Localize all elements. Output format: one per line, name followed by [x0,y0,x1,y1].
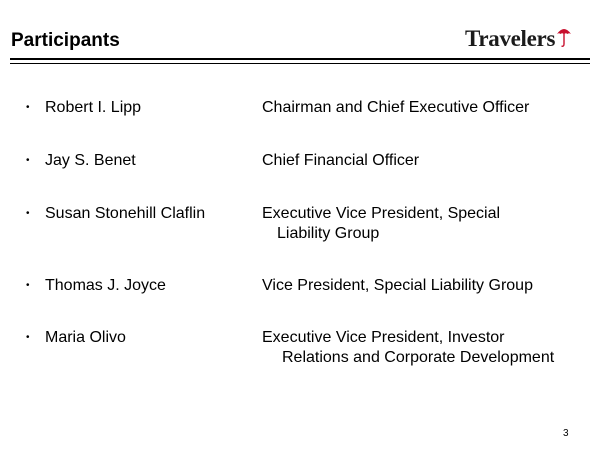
participant-title-continued: Relations and Corporate Development [282,349,555,366]
participant-name: Robert I. Lipp [45,99,142,116]
bullet-marker: • [26,102,30,113]
participant-title: Chief Financial Officer [262,152,420,169]
participant-name: Susan Stonehill Claflin [45,205,206,222]
participant-title: Vice President, Special Liability Group [262,277,533,294]
participant-title: Executive Vice President, Investor [262,329,505,346]
participant-name: Jay S. Benet [45,152,136,169]
participant-title-continued: Liability Group [277,225,380,242]
participant-name: Maria Olivo [45,329,126,346]
bullet-marker: • [26,208,30,219]
page-number: 3 [563,428,569,439]
header-rule-thick [10,58,590,60]
participant-title: Executive Vice President, Special [262,205,501,222]
bullet-marker: • [26,155,30,166]
header-rule-thin [10,63,590,64]
participant-title: Chairman and Chief Executive Officer [262,99,530,116]
travelers-logo [465,24,572,54]
bullet-marker: • [26,332,30,343]
participant-name: Thomas J. Joyce [45,277,166,294]
page-title: Participants [11,30,120,51]
umbrella-icon [556,25,572,49]
bullet-marker: • [26,280,30,291]
logo-wordmark: Travelers [465,26,556,51]
